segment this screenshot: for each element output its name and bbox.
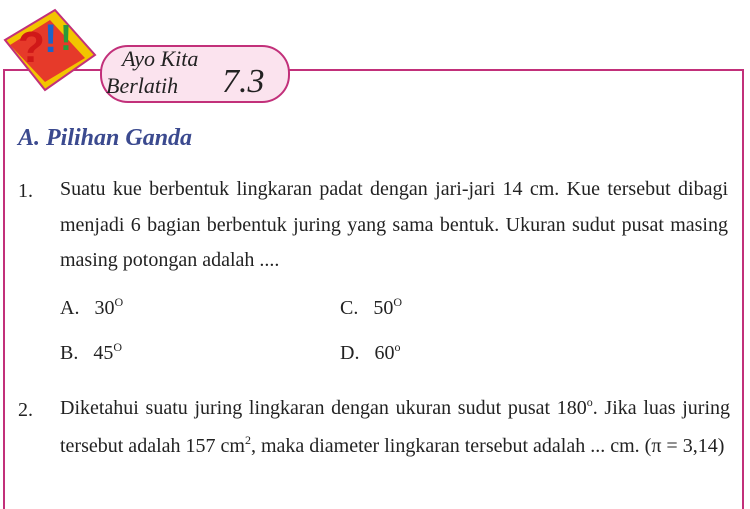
question-2-text — [60, 391, 730, 466]
question-2-text-b: . Jika luas juring tersebut adalah 157 cm — [60, 397, 730, 457]
option-d-letter: D. — [340, 342, 360, 364]
question-2-sup-degree: o — [586, 395, 593, 409]
option-c — [340, 297, 402, 320]
option-c-letter: C. — [340, 297, 359, 319]
option-a-unit: O — [114, 295, 124, 309]
option-b-value: 45 — [93, 342, 114, 364]
question-2-text-c: , maka diameter lingkaran tersebut adalah ... cm. (π = 3,14) — [250, 434, 725, 457]
option-a-letter: A. — [60, 297, 80, 319]
option-a — [60, 297, 123, 320]
option-c-value: 50 — [373, 297, 394, 319]
svg-text:!: ! — [44, 17, 58, 61]
option-d — [340, 342, 400, 365]
option-a-value: 30 — [94, 297, 115, 319]
question-2-text-a: Diketahui suatu juring lingkaran dengan ukuran sudut pusat 180 — [60, 397, 587, 419]
question-exclamation-icon — [0, 0, 100, 95]
option-d-value: 60 — [374, 342, 395, 364]
question-1-number: 1. — [18, 180, 33, 202]
badge-number: 7.3 — [222, 63, 265, 100]
option-c-unit: O — [393, 295, 403, 309]
question-2-sup-square: 2 — [244, 432, 251, 447]
question-1-text: Suatu kue berbentuk lingkaran padat dengan jari-jari 14 cm. Kue tersebut dibagi menjadi 6 bagian berbentuk juring yang sama bentuk. Ukuran sudut pusat masing masing potongan adalah .... — [60, 178, 728, 271]
section-title: A. Pilihan Ganda — [18, 125, 193, 151]
option-d-unit: o — [394, 340, 401, 354]
svg-text:?: ? — [18, 23, 45, 72]
option-b-unit: O — [113, 340, 123, 354]
option-b — [60, 342, 122, 365]
option-b-letter: B. — [60, 342, 79, 364]
badge-line1: Ayo Kita — [122, 46, 199, 71]
badge-line2: Berlatih — [106, 73, 179, 98]
question-2-number: 2. — [18, 399, 33, 421]
svg-text:!: ! — [60, 17, 72, 58]
